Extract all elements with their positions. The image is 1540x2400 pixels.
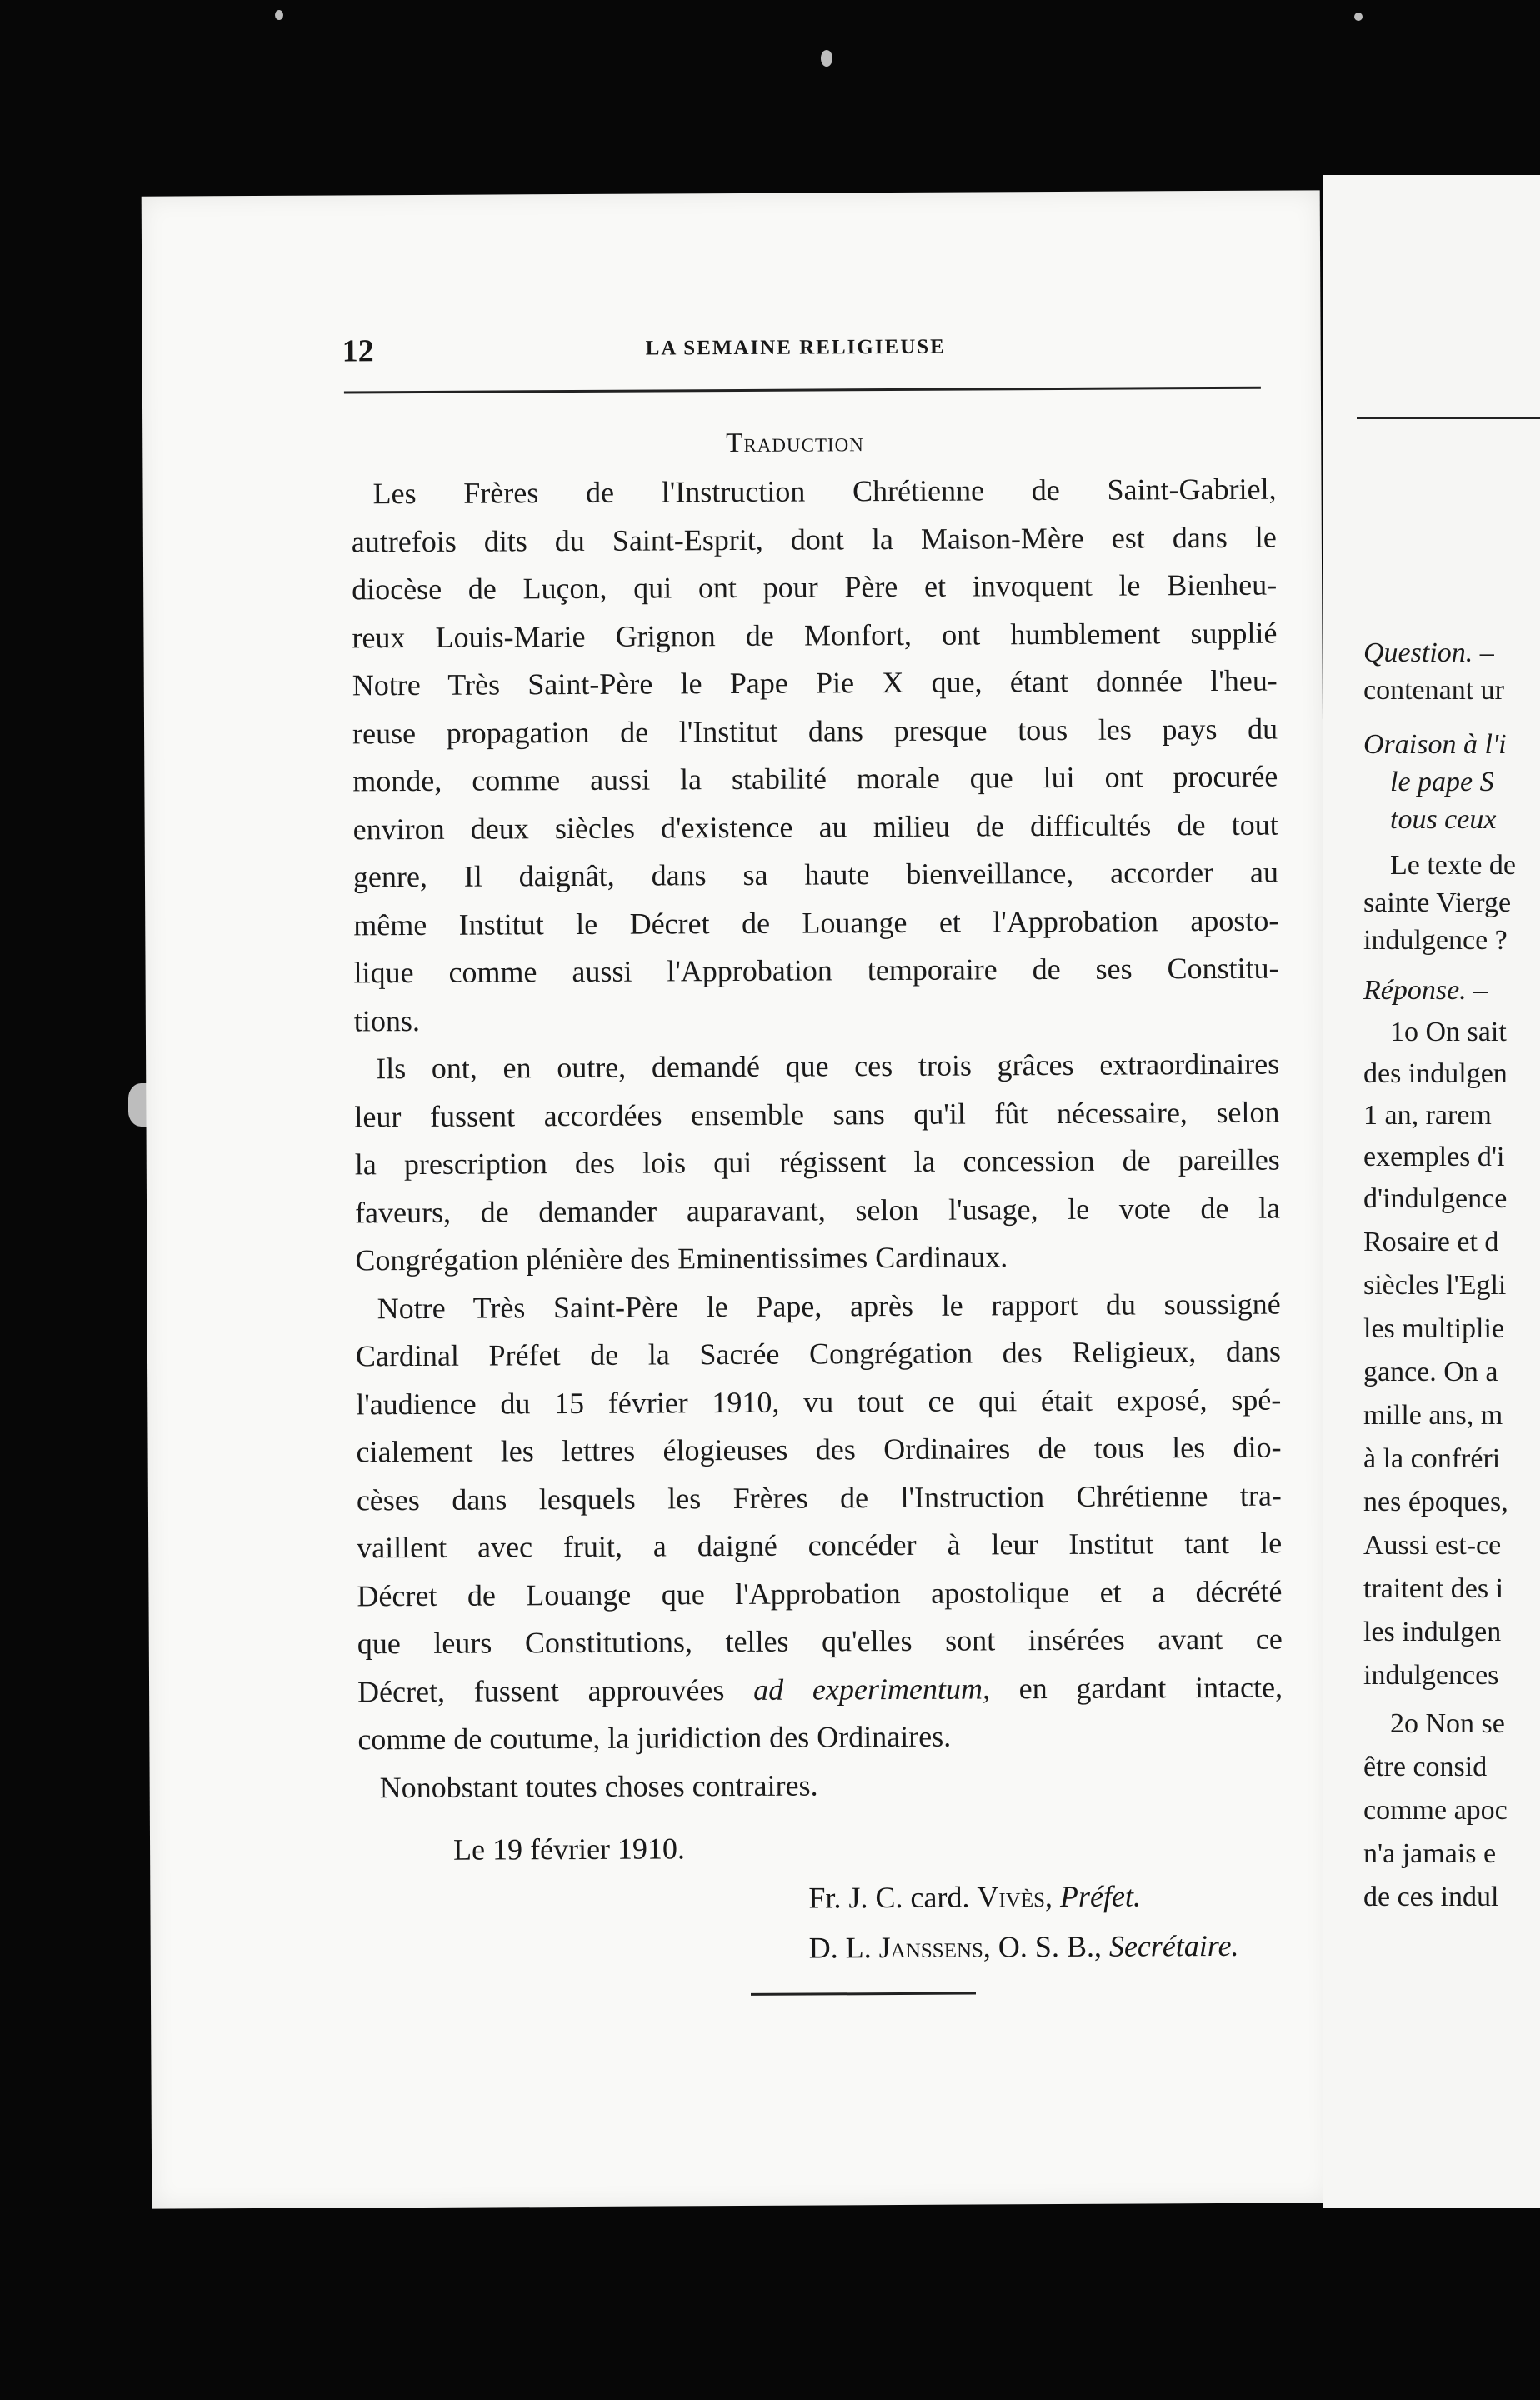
right-page-line: des indulgen	[1363, 1058, 1508, 1089]
signature-secretary-prefix: D. L.	[808, 1931, 872, 1965]
right-page-line: n'a jamais e	[1363, 1838, 1497, 1869]
body-line: Décret de Louange que l'Approbation apostolique et a décrété	[357, 1574, 1282, 1612]
right-page-line: comme apoc	[1363, 1795, 1508, 1826]
body-line: Cardinal Préfet de la Sacrée Congrégation des Religieux, dans	[355, 1334, 1282, 1373]
body-line: Nonobstant toutes choses contraires.	[379, 1768, 818, 1804]
body-line: lique comme aussi l'Approbation temporaire de ses Constitu-	[353, 951, 1279, 990]
right-page-line: 1 an, rarem	[1363, 1100, 1492, 1131]
left-page	[142, 190, 1331, 2208]
body-line: autrefois dits du Saint-Esprit, dont la Maison-Mère est dans le	[351, 520, 1277, 558]
dust-speck	[275, 10, 283, 20]
right-page-line: le pape S	[1390, 767, 1494, 798]
header-rule	[344, 387, 1261, 394]
right-page-line: contenant ur	[1363, 675, 1504, 706]
right-page-line: exemples d'i	[1363, 1142, 1505, 1172]
body-line: environ deux siècles d'existence au milieu de difficultés de tout	[352, 808, 1278, 846]
italic-phrase: ad experimentum,	[753, 1671, 991, 1707]
right-page-line: Rosaire et d	[1363, 1227, 1499, 1258]
right-page-line: 2o Non se	[1390, 1708, 1505, 1739]
signature-secretary-title: Secrétaire.	[1108, 1928, 1239, 1963]
body-line-text: en gardant intacte,	[1018, 1670, 1283, 1705]
right-page-line: Question. –	[1363, 638, 1494, 668]
signature-prefect	[808, 1878, 1141, 1915]
right-page-line: Réponse. –	[1363, 975, 1488, 1006]
right-page-line: être consid	[1363, 1752, 1488, 1782]
body-line: la prescription des lois qui régissent la concession de pareilles	[354, 1142, 1280, 1182]
body-line: reuse propagation de l'Institut dans presque tous les pays du	[352, 712, 1278, 750]
body-line	[358, 1663, 1282, 1716]
body-line: faveurs, de demander auparavant, selon l'usage, le vote de la	[354, 1191, 1281, 1229]
body-line: leur fussent accordées ensemble sans qu'il fût nécessaire, selon	[354, 1095, 1280, 1133]
signature-prefect-title: Préfet.	[1059, 1879, 1142, 1913]
right-page-line: tous ceux	[1390, 804, 1497, 835]
dust-speck	[821, 50, 832, 67]
right-page-line: indulgences	[1363, 1660, 1499, 1691]
section-title: Traduction	[726, 428, 864, 459]
dust-speck	[1354, 12, 1362, 21]
right-page-line: les indulgen	[1363, 1617, 1502, 1648]
body-line: reux Louis-Marie Grignon de Monfort, ont humblement supplié	[352, 616, 1278, 654]
right-page-line: Oraison à l'i	[1363, 729, 1507, 760]
closing-rule	[751, 1992, 976, 1996]
running-head: LA SEMAINE RELIGIEUSE	[645, 335, 946, 360]
right-page-line: les multiplie	[1363, 1313, 1505, 1344]
right-page-line: siècles l'Egli	[1363, 1270, 1507, 1301]
right-page-line: Le texte de	[1390, 850, 1517, 881]
right-page-line: Aussi est-ce	[1363, 1530, 1502, 1561]
signature-prefect-prefix: Fr. J. C. card.	[808, 1880, 970, 1915]
body-line: Ils ont, en outre, demandé que ces trois grâces extraordinaires	[376, 1047, 1280, 1086]
signature-secretary-name: Janssens,	[878, 1930, 991, 1965]
right-page-line: traitent des i	[1363, 1573, 1504, 1604]
body-line: Congrégation plénière des Eminentissimes Cardinaux.	[355, 1240, 1008, 1278]
body-line: Les Frères de l'Instruction Chrétienne de Saint-Gabriel,	[372, 472, 1277, 511]
right-page-line: indulgence ?	[1363, 925, 1508, 956]
body-line: vaillent avec fruit, a daigné concéder à leur Institut tant le	[357, 1526, 1282, 1565]
body-line: diocèse de Luçon, qui ont pour Père et invoquent le Bienheu-	[352, 568, 1278, 607]
date-line: Le 19 février 1910.	[452, 1832, 686, 1867]
body-line: comme de coutume, la juridiction des Ordinaires.	[358, 1719, 952, 1757]
right-page-line: d'indulgence	[1363, 1183, 1508, 1214]
right-page-line: à la confréri	[1363, 1443, 1501, 1474]
body-line: tions.	[353, 1003, 420, 1038]
signature-secretary	[809, 1928, 1239, 1966]
body-line-text: Décret, fussent approuvées	[357, 1672, 725, 1708]
body-line: Notre Très Saint-Père le Pape Pie X que, étant donnée l'heu-	[352, 663, 1278, 702]
body-line: genre, Il daignât, dans sa haute bienveillance, accorder au	[352, 855, 1279, 894]
body-line: l'audience du 15 février 1910, vu tout ce qui était exposé, spé-	[356, 1382, 1282, 1421]
signature-secretary-mid: O. S. B.,	[998, 1929, 1102, 1964]
signature-prefect-name: Vivès,	[977, 1880, 1053, 1914]
right-page-line: sainte Vierge	[1363, 888, 1512, 918]
right-page-line: gance. On a	[1363, 1357, 1498, 1388]
body-line: Notre Très Saint-Père le Pape, après le rapport du soussigné	[377, 1287, 1281, 1325]
right-page-line: de ces indul	[1363, 1882, 1499, 1912]
body-line: cèses dans lesquels les Frères de l'Instruction Chrétienne tra-	[356, 1478, 1282, 1517]
page-number: 12	[342, 333, 374, 369]
right-page	[1323, 175, 1540, 2208]
body-line: cialement les lettres élogieuses des Ordinaires de tous les dio-	[356, 1430, 1282, 1469]
body-line: monde, comme aussi la stabilité morale que lui ont procurée	[352, 759, 1278, 798]
right-header-rule	[1357, 417, 1540, 419]
right-page-line: nes époques,	[1363, 1487, 1508, 1518]
body-line: que leurs Constitutions, telles qu'elles sont insérées avant ce	[357, 1622, 1282, 1661]
right-page-line: 1o On sait	[1390, 1017, 1507, 1048]
body-line: même Institut le Décret de Louange et l'Approbation aposto-	[353, 903, 1279, 942]
right-page-line: mille ans, m	[1363, 1400, 1503, 1431]
